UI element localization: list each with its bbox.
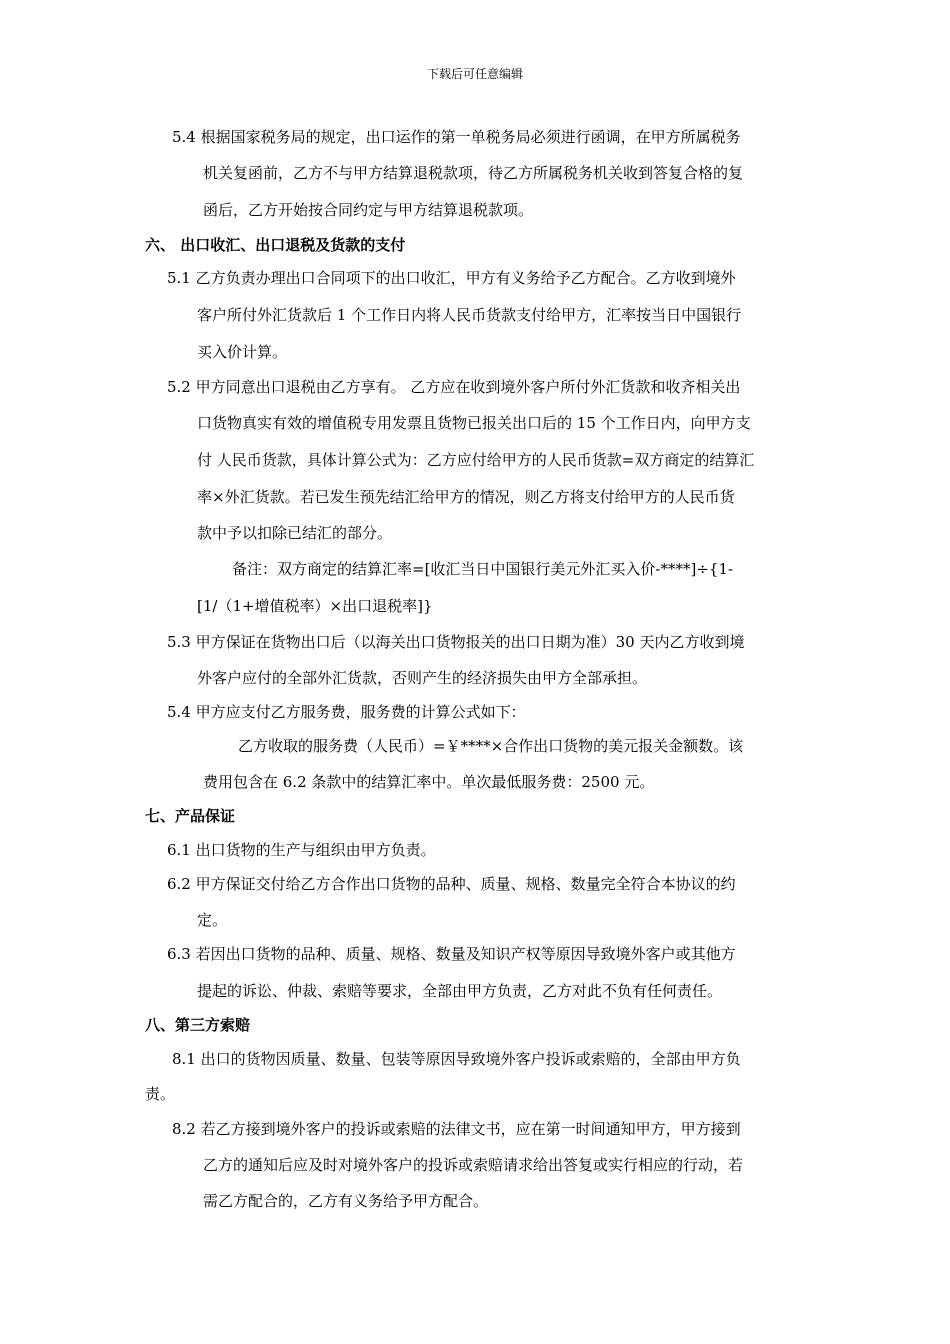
section-heading-6: 六、 出口收汇、出口退税及货款的支付 [145,236,406,254]
clause-8-1-line-1: 8.1 出口的货物因质量、数量、包装等原因导致境外客户投诉或索赔的，全部由甲方负 [172,1050,741,1068]
section-heading-7: 七、产品保证 [145,807,236,825]
service-fee-line-2: 费用包含在 6.2 条款中的结算汇率中。单次最低服务费：2500 元。 [203,773,655,791]
clause-5-2-line-1: 5.2 甲方同意出口退税由乙方享有。 乙方应在收到境外客户所付外汇货款和收齐相关出 [167,378,741,396]
clause-6-2-line-1: 6.2 甲方保证交付给乙方合作出口货物的品种、质量、规格、数量完全符合本协议的约 [167,875,736,893]
section-heading-8: 八、第三方索赔 [145,1016,251,1034]
clause-5-2-line-3: 付 人民币货款，具体计算公式为：乙方应付给甲方的人民币货款=双方商定的结算汇 [197,451,755,469]
clause-8-2-line-2: 乙方的通知后应及时对境外客户的投诉或索赔请求给出答复或实行相应的行动，若 [203,1156,744,1174]
clause-5-4-line-1: 5.4 根据国家税务局的规定，出口运作的第一单税务局必须进行函调，在甲方所属税务 [172,128,741,146]
clause-5-2-line-2: 口货物真实有效的增值税专用发票且货物已报关出口后的 15 个工作日内，向甲方支 [197,414,751,432]
service-fee-line-1: 乙方收取的服务费（人民币）=￥****×合作出口货物的美元报关金额数。该 [238,737,744,755]
clause-5-2-line-5: 款中予以扣除已结汇的部分。 [197,524,393,542]
clause-5-4-line-2: 机关复函前，乙方不与甲方结算退税款项，待乙方所属税务机关收到答复合格的复 [203,164,744,182]
clause-5-2-line-4: 率×外汇货款。若已发生预先结汇给甲方的情况，则乙方将支付给甲方的人民币货 [197,488,735,506]
clause-8-2-line-3: 需乙方配合的，乙方有义务给予甲方配合。 [203,1192,489,1210]
clause-8-1-line-2: 责。 [145,1085,176,1103]
clause-5-1-line-1: 5.1 乙方负责办理出口合同项下的出口收汇，甲方有义务给予乙方配合。乙方收到境外 [167,269,736,287]
clause-6-1-line-1: 6.1 出口货物的生产与组织由甲方负责。 [167,841,436,859]
clause-6-3-line-2: 提起的诉讼、仲裁、索赔等要求，全部由甲方负责，乙方对此不负有任何责任。 [197,982,723,1000]
clause-5-3-line-1: 5.3 甲方保证在货物出口后（以海关出口货物报关的出口日期为准）30 天内乙方收到境 [167,633,745,651]
remark-line-2: [1/（1+增值税率）×出口退税率]} [197,597,433,615]
clause-6-3-line-1: 6.3 若因出口货物的品种、质量、规格、数量及知识产权等原因导致境外客户或其他方 [167,945,736,963]
remark-line-1: 备注：双方商定的结算汇率=[收汇当日中国银行美元外汇买入价-****]÷{1- [232,560,734,578]
clause-6-2-line-2: 定。 [197,911,228,929]
clause-8-2-line-1: 8.2 若乙方接到境外客户的投诉或索赔的法律文书，应在第一时间通知甲方，甲方接到 [172,1120,741,1138]
clause-5-1-line-3: 买入价计算。 [197,343,288,361]
page-header: 下载后可任意编辑 [426,67,523,81]
clause-5-4b-line-1: 5.4 甲方应支付乙方服务费，服务费的计算公式如下： [167,703,526,721]
clause-5-1-line-2: 客户所付外汇货款后 1 个工作日内将人民币货款支付给甲方，汇率按当日中国银行 [197,306,742,324]
clause-5-3-line-2: 外客户应付的全部外汇货款，否则产生的经济损失由甲方全部承担。 [197,669,648,687]
clause-5-4-line-3: 函后，乙方开始按合同约定与甲方结算退税款项。 [203,201,534,219]
